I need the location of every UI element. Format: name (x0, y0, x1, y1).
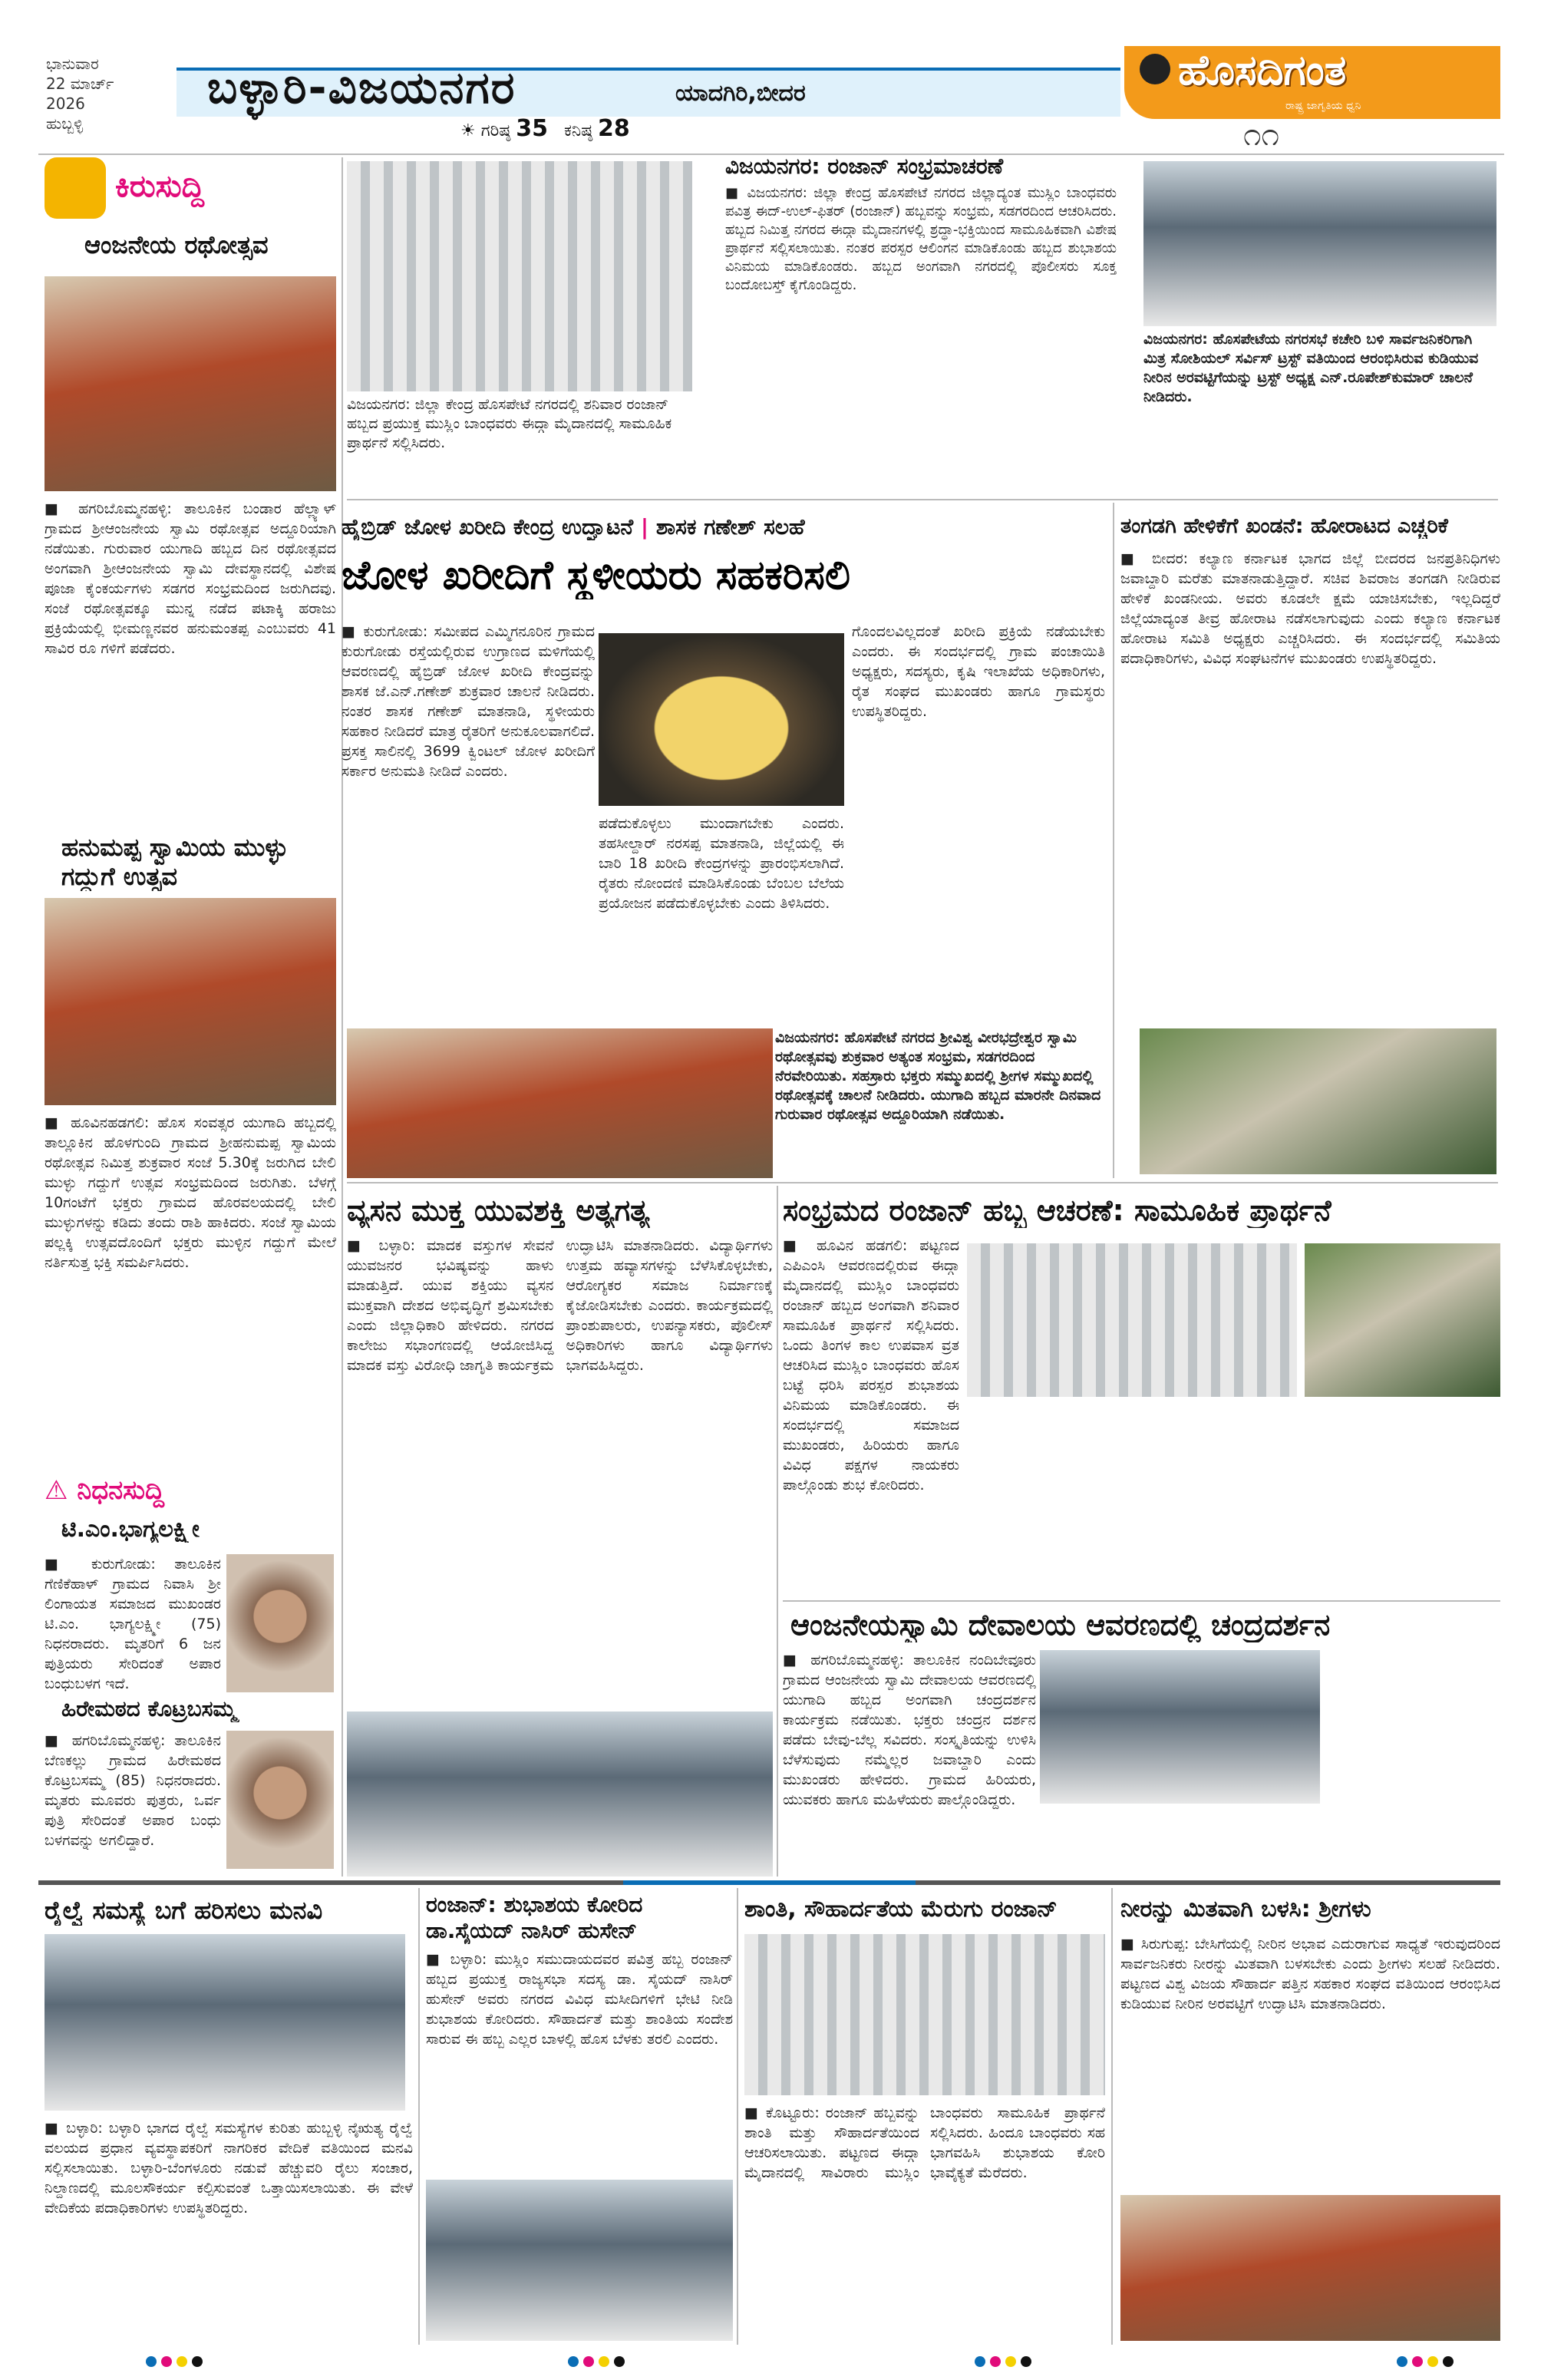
reg-mark-black-3 (1021, 2356, 1031, 2367)
photo-railway-memo (45, 1934, 405, 2111)
bottom-rule-3 (1111, 1888, 1113, 2345)
edition-subtitle: ಯಾದಗಿರಿ,ಬೀದರ (675, 80, 806, 107)
photo-awareness-event (347, 1712, 773, 1877)
reg-mark-black-4 (1443, 2356, 1454, 2367)
tangadagi-body: ■ ಬೀದರ: ಕಲ್ಯಾಣ ಕರ್ನಾಟಕ ಭಾಗದ ಜಿಲ್ಲೆ ಬೀದರದ ಜನಪ್ರತಿನಿಧಿಗಳು ಜವಾಬ್ದಾರಿ ಮರೆತು ಮಾತನಾಡುತ್ತಿದ್ದಾರೆ. ಸಚಿವ ಶಿವರಾಜ ತಂಗಡಗಿ ನೀಡಿರುವ ಹೇಳಿಕೆ ಖಂಡನೀಯ. ಅವರು ಕೂಡಲೇ ಕ್ಷಮೆ ಯಾಚಿಸಬೇಕು, ಇಲ್ಲದಿದ್ದರೆ ಜಿಲ್ಲೆಯಾದ್ಯಂತ ತೀವ್ರ ಹೋರಾಟ ನಡೆಸಲಾಗುವುದು ಎಂದು ಕಲ್ಯಾಣ ಕರ್ನಾಟಕ ಹೋರಾಟ ಸಮಿತಿ ಅಧ್ಯಕ್ಷರು ಎಚ್ಚರಿಸಿದರು. ಈ ಸಂದರ್ಭದಲ್ಲಿ ಸಮಿತಿಯ ಪದಾಧಿಕಾರಿಗಳು, ವಿವಿಧ ಸಂಘಟನೆಗಳ ಮುಖಂಡರು ಉಪಸ್ಥಿತರಿದ್ದರು. (1120, 550, 1500, 667)
bottom-rule-2 (737, 1888, 738, 2345)
reg-mark-cyan (146, 2356, 157, 2367)
weather-max: 35 (516, 115, 548, 142)
section-nidhana-a: ನಿಧನ (77, 1475, 124, 1506)
sun-icon: ☀ (460, 121, 476, 140)
chandra-body: ■ ಹಗರಿಬೊಮ್ಮನಹಳ್ಳಿ: ತಾಲೂಕಿನ ನಂದಿಬೇವೂರು ಗ್ರಾಮದ ಆಂಜನೇಯ ಸ್ವಾಮಿ ದೇವಾಲಯ ಆವರಣದಲ್ಲಿ ಯುಗಾದಿ ಹಬ್ಬದ ಅಂಗವಾಗಿ ಚಂದ್ರದರ್ಶನ ಕಾರ್ಯಕ್ರಮ ನಡೆಯಿತು. ಭಕ್ತರು ಚಂದ್ರನ ದರ್ಶನ ಪಡೆದು ಬೇವು-ಬೆಲ್ಲ ಸವಿದರು. ಸಂಸ್ಕೃತಿಯನ್ನು ಉಳಿಸಿ ಬೆಳೆಸುವುದು ನಮ್ಮೆಲ್ಲರ ಜವಾಬ್ದಾರಿ ಎಂದು ಮುಖಂಡರು ಹೇಳಿದರು. ಗ್ರಾಮದ ಹಿರಿಯರು, ಯುವಕರು ಹಾಗೂ ಮಹಿಳೆಯರು ಪಾಲ್ಗೊಂಡಿದ್ದರು. (783, 1652, 1036, 1808)
edition-banner (177, 61, 1120, 117)
water-head: ನೀರನ್ನು ಮಿತವಾಗಿ ಬಳಸಿ: ಶ್ರೀಗಳು (1120, 1896, 1371, 1923)
page-number: ೧೧ (1243, 115, 1280, 153)
brand-name: ಹೊಸದಿಗಂತ (1178, 46, 1347, 94)
tangadagi-rule (1113, 503, 1114, 1178)
jola-kicker-a: ಹೈಬ್ರಿಡ್ ಜೋಳ ಖರೀದಿ ಕೇಂದ್ರ ಉದ್ಘಾಟನೆ (342, 514, 634, 540)
photo-hadagali-prayer (967, 1243, 1297, 1397)
weather-min-label: ಕನಿಷ್ಠ (563, 121, 593, 140)
mid-row-rule (347, 1182, 1498, 1183)
jola-body-col3: ಗೊಂದಲವಿಲ್ಲದಂತೆ ಖರೀದಿ ಪ್ರಕ್ರಿಯೆ ನಡೆಯಬೇಕು ಎಂದರು. ಈ ಸಂದರ್ಭದಲ್ಲಿ ಗ್ರಾಮ ಪಂಚಾಯಿತಿ ಅಧ್ಯಕ್ಷರು, ಸದಸ್ಯರು, ಕೃಷಿ ಇಲಾಖೆಯ ಅಧಿಕಾರಿಗಳು, ರೈತ ಸಂಘದ ಮುಖಂಡರು ಹಾಗೂ ಗ್ರಾಮಸ್ಥರು ಉಪಸ್ಥಿತರಿದ್ದರು. (852, 623, 1105, 720)
vyasana-rule (777, 1186, 778, 1877)
jola-kicker: ಹೈಬ್ರಿಡ್ ಜೋಳ ಖರೀದಿ ಕೇಂದ್ರ ಉದ್ಘಾಟನೆ | ಶಾಸಕ ಗಣೇಶ್ ಸಲಹೆ (342, 514, 805, 540)
jola-body-col1: ■ ಕುರುಗೋಡು: ಸಮೀಪದ ಎಮ್ಮಿಗನೂರಿನ ಗ್ರಾಮದ ಕುರುಗೋಡು ರಸ್ತೆಯಲ್ಲಿರುವ ಉಗ್ರಾಣದ ಮಳಿಗೆಯಲ್ಲಿ ಆವರಣದಲ್ಲಿ ಹೈಬ್ರಿಡ್ ಜೋಳ ಖರೀದಿ ಕೇಂದ್ರವನ್ನು ಶಾಸಕ ಜೆ.ಎನ್.ಗಣೇಶ್ ಶುಕ್ರವಾರ ಚಾಲನೆ ನೀಡಿದರು. ನಂತರ ಶಾಸಕ ಗಣೇಶ್ ಮಾತನಾಡಿ, ಸ್ಥಳೀಯರು ಸಹಕಾರ ನೀಡಿದರೆ ಮಾತ್ರ ರೈತರಿಗೆ ಅನುಕೂಲವಾಗಲಿದೆ. ಪ್ರಸಕ್ತ ಸಾಲಿನಲ್ಲಿ 3699 ಕ್ವಿಂಟಲ್ ಜೋಳ ಖರೀದಿಗೆ ಸರ್ಕಾರ ಅನುಮತಿ ನೀಡಿದೆ ಎಂದರು. (342, 623, 595, 780)
story-ranjan-vijayanagara-body: ■ ವಿಜಯನಗರ: ಜಿಲ್ಲಾ ಕೇಂದ್ರ ಹೊಸಪೇಟೆ ನಗರದ ಜಿಲ್ಲಾದ್ಯಂತ ಮುಸ್ಲಿಂ ಬಾಂಧವರು ಪವಿತ್ರ ಈದ್-ಉಲ್-ಫಿತರ್ (ರಂಜಾನ್) ಹಬ್ಬವನ್ನು ಸಂಭ್ರಮ, ಸಡಗರದಿಂದ ಆಚರಿಸಿದರು. ಹಬ್ಬದ ನಿಮಿತ್ತ ನಗರದ ಈದ್ಗಾ ಮೈದಾನಗಳಲ್ಲಿ ಶ್ರದ್ಧಾ-ಭಕ್ತಿಯಿಂದ ಸಾಮೂಹಿಕವಾಗಿ ವಿಶೇಷ ಪ್ರಾರ್ಥನೆ ಸಲ್ಲಿಸಲಾಯಿತು. ನಂತರ ಪರಸ್ಪರ ಆಲಿಂಗನ ಮಾಡಿಕೊಂಡು ಹಬ್ಬದ ಶುಭಾಶಯ ವಿನಿಮಯ ಮಾಡಿಕೊಂಡರು. ಹಬ್ಬದ ಅಂಗವಾಗಿ ನಗರದಲ್ಲಿ ಪೊಲೀಸರು ಸೂಕ್ತ ಬಂದೋಬಸ್ತ್ ಕೈಗೊಂಡಿದ್ದರು. (725, 185, 1117, 293)
reg-mark-yellow-2 (599, 2356, 609, 2367)
section-suddi: ಸುದ್ದಿ (155, 169, 205, 204)
tangadagi-head: ತಂಗಡಗಿ ಹೇಳಿಕೆಗೆ ಖಂಡನೆ: ಹೋರಾಟದ ಎಚ್ಚರಿಕೆ (1120, 514, 1448, 538)
photo-jowar-heap (599, 633, 844, 806)
section-kirusuddi (115, 169, 204, 204)
sambhrama-body: ■ ಹೂವಿನ ಹಡಗಲಿ: ಪಟ್ಟಣದ ಎಪಿಎಂಸಿ ಆವರಣದಲ್ಲಿರುವ ಈದ್ಗಾ ಮೈದಾನದಲ್ಲಿ ಮುಸ್ಲಿಂ ಬಾಂಧವರು ರಂಜಾನ್ ಹಬ್ಬದ ಅಂಗವಾಗಿ ಶನಿವಾರ ಸಾಮೂಹಿಕ ಪ್ರಾರ್ಥನೆ ಸಲ್ಲಿಸಿದರು. ಒಂದು ತಿಂಗಳ ಕಾಲ ಉಪವಾಸ ವ್ರತ ಆಚರಿಸಿದ ಮುಸ್ಲಿಂ ಬಾಂಧವರು ಹೊಸ ಬಟ್ಟೆ ಧರಿಸಿ ಪರಸ್ಪರ ಶುಭಾಶಯ ವಿನಿಮಯ ಮಾಡಿಕೊಂಡರು. ಈ ಸಂದರ್ಭದಲ್ಲಿ ಸಮಾಜದ ಮುಖಂಡರು, ಹಿರಿಯರು ಹಾಗೂ ವಿವಿಧ ಪಕ್ಷಗಳ ನಾಯಕರು ಪಾಲ್ಗೊಂಡು ಶುಭ ಕೋರಿದರು. (783, 1237, 959, 1494)
story-ratotsava-head: ಆಂಜನೇಯ ರಥೋತ್ಸವ (84, 230, 269, 259)
caption-veerabhadra: ವಿಜಯನಗರ: ಹೊಸಪೇಟೆ ನಗರದ ಶ್ರೀವಿಶ್ವ ವೀರಭದ್ರೇಶ್ವರ ಸ್ವಾಮಿ ರಥೋತ್ಸವವು ಶುಕ್ರವಾರ ಅತ್ಯಂತ ಸಂಭ್ರಮ, ಸಡಗರದಿಂದ ನೆರವೇರಿಯಿತು. ಸಹಸ್ರಾರು ಭಕ್ತರು ಸಮ್ಮುಖದಲ್ಲಿ ಶ್ರೀಗಳ ಸಮ್ಮುಖದಲ್ಲಿ ರಥೋತ್ಸವಕ್ಕೆ ಚಾಲನೆ ನೀಡಿದರು. ಯುಗಾದಿ ಹಬ್ಬದ ಮಾರನೇ ದಿನವಾದ ಗುರುವಾರ ರಥೋತ್ಸವ ಅದ್ದೂರಿಯಾಗಿ ನಡೆಯಿತು. (775, 1029, 1101, 1123)
sambhrama-head: ಸಂಭ್ರಮದ ರಂಜಾನ್ ಹಬ್ಬ ಆಚರಣೆ: ಸಾಮೂಹಿಕ ಪ್ರಾರ್ಥನೆ (783, 1193, 1331, 1227)
photo-obit1 (226, 1554, 334, 1692)
reg-mark-magenta-2 (583, 2356, 594, 2367)
vyasana-head: ವ್ಯಸನ ಮುಕ್ತ ಯುವಶಕ್ತಿ ಅತ್ಯಗತ್ಯ (347, 1193, 650, 1227)
photo-kotturu-prayer (744, 1934, 1105, 2095)
bottom-divider (38, 1880, 1500, 1885)
jola-body-col2: ಪಡೆದುಕೊಳ್ಳಲು ಮುಂದಾಗಬೇಕು ಎಂದರು. ತಹಸೀಲ್ದಾರ್ ನರಸಪ್ಪ ಮಾತನಾಡಿ, ಜಿಲ್ಲೆಯಲ್ಲಿ ಈ ಬಾರಿ 18 ಖರೀದಿ ಕೇಂದ್ರಗಳನ್ನು ಪ್ರಾರಂಭಿಸಲಾಗಿದೆ. ರೈತರು ನೋಂದಣಿ ಮಾಡಿಸಿಕೊಂಡು ಬೆಂಬಲ ಬೆಲೆಯ ಪ್ರಯೋಜನ ಪಡೆದುಕೊಳ್ಳಬೇಕು ಎಂದು ತಿಳಿಸಿದರು. (599, 815, 844, 912)
reg-mark-magenta-3 (990, 2356, 1001, 2367)
photo-veerabhadra-ratha (347, 1028, 773, 1178)
weather-min: 28 (598, 115, 630, 142)
sambhrama-rule (783, 1600, 1500, 1602)
photo-protest (1140, 1028, 1496, 1174)
caption-eidgah: ವಿಜಯನಗರ: ಜಿಲ್ಲಾ ಕೇಂದ್ರ ಹೊಸಪೇಟೆ ನಗರದಲ್ಲಿ ಶನಿವಾರ ರಂಜಾನ್ ಹಬ್ಬದ ಪ್ರಯುಕ್ತ ಮುಸ್ಲಿಂ ಬಾಂಧವರು ಈದ್ಗಾ ಮೈದಾನದಲ್ಲಿ ಸಾಮೂಹಿಕ ಪ್ರಾರ್ಥನೆ ಸಲ್ಲಿಸಿದರು. (347, 396, 672, 451)
story-ratotsava-body: ■ ಹಗರಿಬೊಮ್ಮನಹಳ್ಳಿ: ತಾಲೂಕಿನ ಬಂಡಾರ ಹೆಲ್ಲ್ಯಾಳ್ ಗ್ರಾಮದ ಶ್ರೀಆಂಜನೇಯ ಸ್ವಾಮಿ ರಥೋತ್ಸವ ಅದ್ದೂರಿಯಾಗಿ ನಡೆಯಿತು. ಗುರುವಾರ ಯುಗಾದಿ ಹಬ್ಬದ ದಿನ ರಥೋತ್ಸವದ ಅಂಗವಾಗಿ ಶ್ರೀಆಂಜನೇಯ ಸ್ವಾಮಿ ದೇವಸ್ಥಾನದಲ್ಲಿ ವಿಶೇಷ ಪೂಜಾ ಕೈಂಕರ್ಯಗಳು ಸಡಗರ ಸಂಭ್ರಮದಿಂದ ಜರುಗಿದವು. ಸಂಜೆ ರಥೋತ್ಸವಕ್ಕೂ ಮುನ್ನ ನಡೆದ ಪಟಾಕ್ಕಿ ಹರಾಜು ಪ್ರಕ್ರಿಯೆಯಲ್ಲಿ ಭೀಮಣ್ಣನವರ ಹನುಮಂತಪ್ಪ ಎಂಬುವರು 41 ಸಾವಿರ ರೂ ಗಳಿಗೆ ಪಡೆದರು. (45, 500, 336, 657)
nasir-body: ■ ಬಳ್ಳಾರಿ: ಮುಸ್ಲಿಂ ಸಮುದಾಯದವರ ಪವಿತ್ರ ಹಬ್ಬ ರಂಜಾನ್ ಹಬ್ಬದ ಪ್ರಯುಕ್ತ ರಾಜ್ಯಸಭಾ ಸದಸ್ಯ ಡಾ. ಸೈಯದ್ ನಾಸಿರ್ ಹುಸೇನ್ ಅವರು ನಗರದ ವಿವಿಧ ಮಸೀದಿಗಳಿಗೆ ಭೇಟಿ ನೀಡಿ ಶುಭಾಶಯ ಕೋರಿದರು. ಸೌಹಾರ್ದತೆ ಮತ್ತು ಶಾಂತಿಯ ಸಂದೇಶ ಸಾರುವ ಈ ಹಬ್ಬ ಎಲ್ಲರ ಬಾಳಲ್ಲಿ ಹೊಸ ಬೆಳಕು ತರಲಿ ಎಂದರು. (426, 1951, 733, 2048)
masthead-dateline (46, 54, 153, 134)
obit2-name: ಹಿರೇಮಠದ ಕೊಟ್ರಬಸಮ್ಮ (61, 1696, 236, 1721)
city-label: ಹುಬ್ಬಳ್ಳಿ (46, 114, 84, 133)
story-hanumappa-head: ಹನುಮಪ್ಪ ಸ್ವಾಮಿಯ ಮುಳ್ಳು ಗದ್ದುಗೆ ಉತ್ಸವ (61, 833, 288, 891)
caption-water-booth: ವಿಜಯನಗರ: ಹೊಸಪೇಟೆಯ ನಗರಸಭೆ ಕಚೇರಿ ಬಳಿ ಸಾರ್ವಜನಿಕರಿಗಾಗಿ ಮಿತ್ರ ಸೋಶಿಯಲ್ ಸರ್ವಿಸ್ ಟ್ರಸ್ಟ್ ವತಿಯಿಂದ ಆರಂಭಿಸಿರುವ ಕುಡಿಯುವ ನೀರಿನ ಅರವಟ್ಟಿಗೆಯನ್ನು ಟ್ರಸ್ಟ್ ಅಧ್ಯಕ್ಷ ಎನ್.ರೂಪೇಶ್‌ಕುಮಾರ್ ಚಾಲನೆ ನೀಡಿದರು. (1143, 331, 1479, 405)
photo-eidgah-prayer (347, 161, 692, 391)
reg-mark-cyan-3 (975, 2356, 985, 2367)
photo-swamiji-water (1120, 2195, 1500, 2341)
jola-headline: ಜೋಳ ಖರೀದಿಗೆ ಸ್ಥಳೀಯರು ಸಹಕರಿಸಲಿ (342, 553, 850, 599)
weather-strip (460, 115, 630, 142)
reg-mark-cyan-4 (1397, 2356, 1407, 2367)
photo-mullu-gaddige (45, 898, 336, 1105)
vyasana-body: ■ ಬಳ್ಳಾರಿ: ಮಾದಕ ವಸ್ತುಗಳ ಸೇವನೆ ಯುವಜನರ ಭವಿಷ್ಯವನ್ನು ಹಾಳು ಮಾಡುತ್ತಿದೆ. ಯುವ ಶಕ್ತಿಯು ವ್ಯಸನ ಮುಕ್ತವಾಗಿ ದೇಶದ ಅಭಿವೃದ್ಧಿಗೆ ಶ್ರಮಿಸಬೇಕು ಎಂದು ಜಿಲ್ಲಾಧಿಕಾರಿ ಹೇಳಿದರು. ನಗರದ ಕಾಲೇಜು ಸಭಾಂಗಣದಲ್ಲಿ ಆಯೋಜಿಸಿದ್ದ ಮಾದಕ ವಸ್ತು ವಿರೋಧಿ ಜಾಗೃತಿ ಕಾರ್ಯಕ್ರಮ ಉದ್ಘಾಟಿಸಿ ಮಾತನಾಡಿದರು. ವಿದ್ಯಾರ್ಥಿಗಳು ಉತ್ತಮ ಹವ್ಯಾಸಗಳನ್ನು ಬೆಳೆಸಿಕೊಳ್ಳಬೇಕು, ಆರೋಗ್ಯಕರ ಸಮಾಜ ನಿರ್ಮಾಣಕ್ಕೆ ಕೈಜೋಡಿಸಬೇಕು ಎಂದರು. ಕಾರ್ಯಕ್ರಮದಲ್ಲಿ ಪ್ರಾಂಶುಪಾಲರು, ಉಪನ್ಯಾಸಕರು, ಪೊಲೀಸ್ ಅಧಿಕಾರಿಗಳು ಹಾಗೂ ವಿದ್ಯಾರ್ಥಿಗಳು ಭಾಗವಹಿಸಿದ್ದರು. (347, 1237, 773, 1374)
reg-mark-yellow-3 (1005, 2356, 1016, 2367)
reg-mark-black (192, 2356, 203, 2367)
railway-body: ■ ಬಳ್ಳಾರಿ: ಬಳ್ಳಾರಿ ಭಾಗದ ರೈಲ್ವೆ ಸಮಸ್ಯೆಗಳ ಕುರಿತು ಹುಬ್ಬಳ್ಳಿ ನೈಋತ್ಯ ರೈಲ್ವೆ ವಲಯದ ಪ್ರಧಾನ ವ್ಯವಸ್ಥಾಪಕರಿಗೆ ನಾಗರಿಕರ ವೇದಿಕೆ ವತಿಯಿಂದ ಮನವಿ ಸಲ್ಲಿಸಲಾಯಿತು. ಬಳ್ಳಾರಿ-ಬೆಂಗಳೂರು ನಡುವೆ ಹೆಚ್ಚುವರಿ ರೈಲು ಸಂಚಾರ, ನಿಲ್ದಾಣದಲ್ಲಿ ಮೂಲಸೌಕರ್ಯ ಕಲ್ಪಿಸುವಂತೆ ಒತ್ತಾಯಿಸಲಾಯಿತು. ಈ ವೇಳೆ ವೇದಿಕೆಯ ಪದಾಧಿಕಾರಿಗಳು ಉಪಸ್ಥಿತರಿದ್ದರು. (45, 2120, 413, 2217)
jola-kicker-b: ಶಾಸಕ ಗಣೇಶ್ ಸಲಹೆ (655, 514, 805, 540)
warning-icon: ⚠ (45, 1475, 68, 1506)
reg-mark-cyan-2 (568, 2356, 579, 2367)
photo-water-booth (1143, 161, 1496, 326)
brand-tagline: ರಾಷ್ಟ್ರ ಜಾಗೃತಿಯ ಧ್ವನಿ (1285, 100, 1361, 112)
story-hanumappa-body: ■ ಹೂವಿನಹಡಗಲಿ: ಹೊಸ ಸಂವತ್ಸರ ಯುಗಾದಿ ಹಬ್ಬದಲ್ಲಿ ತಾಲ್ಲೂಕಿನ ಹೊಳಗುಂದಿ ಗ್ರಾಮದ ಶ್ರೀಹನುಮಪ್ಪ ಸ್ವಾಮಿಯ ರಥೋತ್ಸವ ನಿಮಿತ್ತ ಶುಕ್ರವಾರ ಸಂಜೆ 5.30ಕ್ಕೆ ಜರುಗಿದ ಬೇಲಿ ಮುಳ್ಳು ಗದ್ದುಗೆ ಉತ್ಸವ ಸಂಭ್ರಮದಿಂದ ಜರುಗಿತು. ಬೆಳಗ್ಗೆ 10ಗಂಟೆಗೆ ಭಕ್ತರು ಗ್ರಾಮದ ಹೊರವಲಯದಲ್ಲಿ ಬೇಲಿ ಮುಳ್ಳುಗಳನ್ನು ಕಡಿದು ತಂದು ರಾಶಿ ಹಾಕಿದರು. ಸಂಜೆ ಸ್ವಾಮಿಯ ಪಲ್ಲಕ್ಕಿ ಉತ್ಸವದೊಂದಿಗೆ ಭಕ್ತರು ಮುಳ್ಳಿನ ಗದ್ದುಗೆ ಮೇಲೆ ನರ್ತಿಸುತ್ತ ಭಕ್ತಿ ಸಮರ್ಪಿಸಿದರು. (45, 1114, 336, 1271)
photo-hadagali-leaders (1305, 1243, 1500, 1397)
section-nidhana-b: ಸುದ್ದಿ (123, 1475, 165, 1506)
nasir-head: ರಂಜಾನ್: ಶುಭಾಶಯ ಕೋರಿದ ಡಾ.ಸೈಯದ್ ನಾಸಿರ್ ಹುಸೇನ್ (426, 1892, 643, 1943)
reg-mark-magenta (161, 2356, 172, 2367)
shanti-head: ಶಾಂತಿ, ಸೌಹಾರ್ದತೆಯ ಮೆರುಗು ರಂಜಾನ್ (744, 1896, 1058, 1923)
story-ranjan-vijayanagara-head: ವಿಜಯನಗರ: ರಂಜಾನ್ ಸಂಭ್ರಮಾಚರಣೆ (725, 153, 1004, 179)
section-nidhana (45, 1475, 164, 1506)
date-label: 22 ಮಾರ್ಚ್ 2026 (46, 74, 114, 113)
kirusuddi-icon (45, 157, 106, 219)
photo-nasir-hussain (426, 2180, 733, 2341)
shanti-body: ■ ಕೊಟ್ಟೂರು: ರಂಜಾನ್ ಹಬ್ಬವನ್ನು ಶಾಂತಿ ಮತ್ತು ಸೌಹಾರ್ದತೆಯಿಂದ ಆಚರಿಸಲಾಯಿತು. ಪಟ್ಟಣದ ಈದ್ಗಾ ಮೈದಾನದಲ್ಲಿ ಸಾವಿರಾರು ಮುಸ್ಲಿಂ ಬಾಂಧವರು ಸಾಮೂಹಿಕ ಪ್ರಾರ್ಥನೆ ಸಲ್ಲಿಸಿದರು. ಹಿಂದೂ ಬಾಂಧವರು ಸಹ ಭಾಗವಹಿಸಿ ಶುಭಾಶಯ ಕೋರಿ ಭಾವೈಕ್ಯತೆ ಮೆರೆದರು. (744, 2104, 1105, 2181)
bottom-rule-1 (418, 1888, 420, 2345)
water-body: ■ ಸಿರುಗುಪ್ಪ: ಬೇಸಿಗೆಯಲ್ಲಿ ನೀರಿನ ಅಭಾವ ಎದುರಾಗುವ ಸಾಧ್ಯತೆ ಇರುವುದರಿಂದ ಸಾರ್ವಜನಿಕರು ನೀರನ್ನು ಮಿತವಾಗಿ ಬಳಸಬೇಕು ಎಂದು ಶ್ರೀಗಳು ಸಲಹೆ ನೀಡಿದರು. ಪಟ್ಟಣದ ವಿಶ್ವ ವಿಜಯ ಸೌಹಾರ್ದ ಪತ್ತಿನ ಸಹಕಾರ ಸಂಘದ ವತಿಯಿಂದ ಆರಂಭಿಸಿದ ಕುಡಿಯುವ ನೀರಿನ ಅರವಟ್ಟಿಗೆ ಉದ್ಘಾಟಿಸಿ ಮಾತನಾಡಿದರು. (1120, 1936, 1500, 2012)
reg-mark-yellow (177, 2356, 187, 2367)
brand-logo-icon (1140, 54, 1170, 84)
obit1-body: ■ ಕುರುಗೋಡು: ತಾಲೂಕಿನ ಗೆಣಿಕೆಹಾಳ್ ಗ್ರಾಮದ ನಿವಾಸಿ ಶ್ರೀ ಲಿಂಗಾಯತ ಸಮಾಜದ ಮುಖಂಡರ ಟಿ.ಎಂ. ಭಾಗ್ಯಲಕ್ಷ್ಮೀ (75) ನಿಧನರಾದರು. ಮೃತರಿಗೆ 6 ಜನ ಪುತ್ರಿಯರು ಸೇರಿದಂತೆ ಅಪಾರ ಬಂಧುಬಳಗ ಇದೆ. (45, 1556, 221, 1692)
edition-title: ಬಳ್ಳಾರಿ-ವಿಜಯನಗರ (207, 61, 516, 114)
section-kiru: ಕಿರು (115, 169, 156, 204)
photo-chandra-darshana (1040, 1650, 1320, 1804)
reg-mark-yellow-4 (1427, 2356, 1438, 2367)
brand-block (1124, 46, 1500, 119)
chandra-head: ಆಂಜನೇಯಸ್ವಾಮಿ ದೇವಾಲಯ ಆವರಣದಲ್ಲಿ ಚಂದ್ರದರ್ಶನ (790, 1608, 1331, 1642)
weather-max-label: ಗರಿಷ್ಠ (480, 121, 511, 140)
reg-mark-black-2 (614, 2356, 625, 2367)
reg-mark-magenta-4 (1412, 2356, 1423, 2367)
day-label: ಭಾನುವಾರ (46, 54, 99, 73)
photo-ratha (45, 276, 336, 491)
obit1-name: ಟಿ.ಎಂ.ಭಾಗ್ಯಲಕ್ಷ್ಮೀ (61, 1516, 200, 1543)
photo-obit2 (226, 1731, 334, 1869)
obit2-body: ■ ಹಗರಿಬೊಮ್ಮನಹಳ್ಳಿ: ತಾಲೂಕಿನ ಬೆಣಕಲ್ಲು ಗ್ರಾಮದ ಹಿರೇಮಠದ ಕೊಟ್ರಬಸಮ್ಮ (85) ನಿಧನರಾದರು. ಮೃತರು ಮೂವರು ಪುತ್ರರು, ಒರ್ವ ಪುತ್ರಿ ಸೇರಿದಂತೆ ಅಪಾರ ಬಂಧು ಬಳಗವನ್ನು ಅಗಲಿದ್ದಾರೆ. (45, 1732, 221, 1849)
railway-head: ರೈಲ್ವೆ ಸಮಸ್ಯೆ ಬಗೆ ಹರಿಸಲು ಮನವಿ (45, 1896, 323, 1925)
top-row-rule (347, 499, 1498, 500)
